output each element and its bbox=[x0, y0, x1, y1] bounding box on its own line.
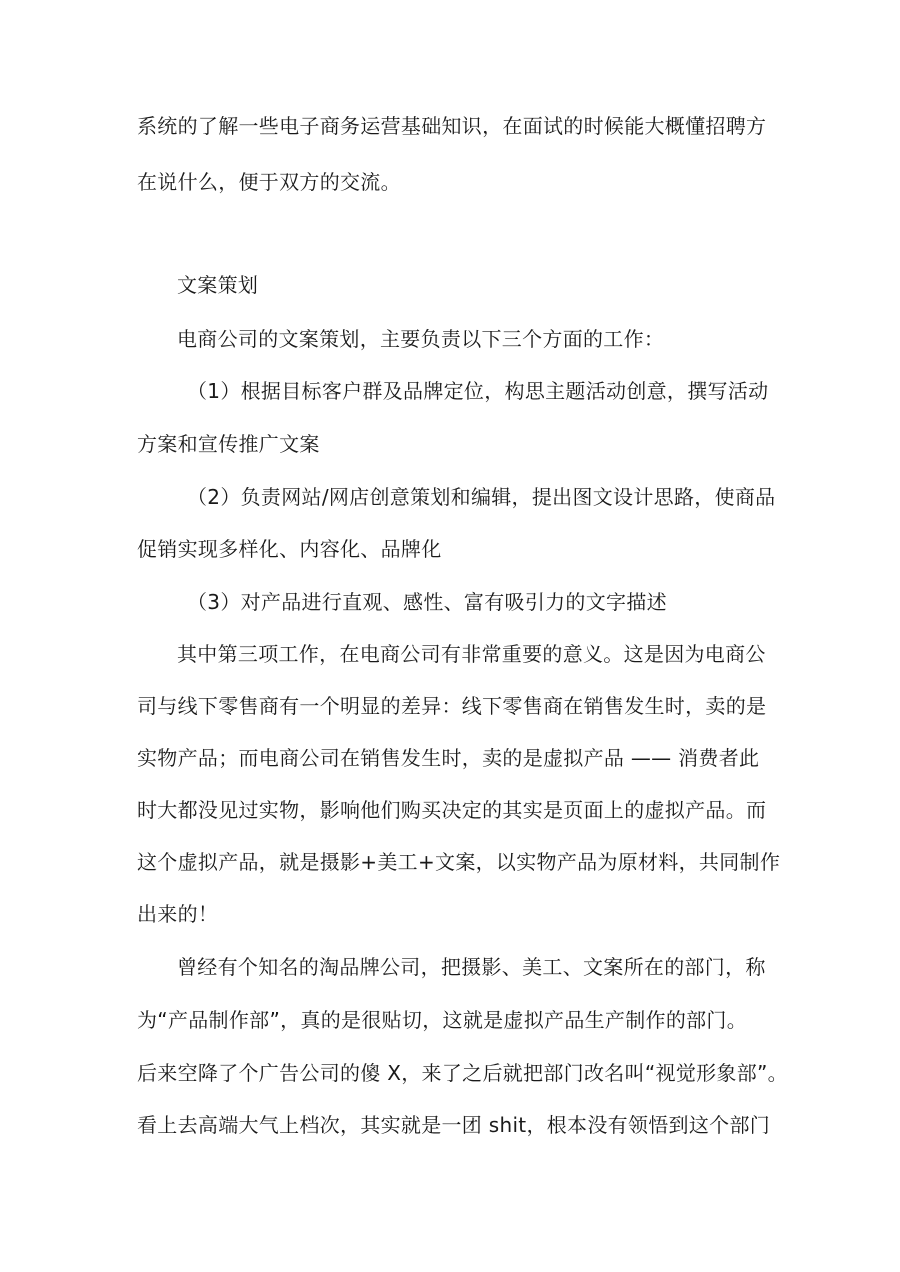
text-line: 出来的！ bbox=[137, 902, 219, 926]
text-line: 后来空降了个广告公司的傻 X，来了之后就把部门改名叫“视觉形象部”。 bbox=[137, 1061, 788, 1085]
text-line: 方案和宣传推广文案 bbox=[137, 432, 320, 456]
text-line: 电商公司的文案策划，主要负责以下三个方面的工作： bbox=[177, 327, 665, 351]
section-heading: 文案策划 bbox=[177, 273, 259, 297]
text-line: 看上去高端大气上档次，其实就是一团 shit，根本没有领悟到这个部门 bbox=[137, 1113, 771, 1137]
text-line: 在说什么，便于双方的交流。 bbox=[137, 170, 401, 194]
text-line: 促销实现多样化、内容化、品牌化 bbox=[137, 537, 442, 561]
text-line: 这个虚拟产品，就是摄影+美工+文案，以实物产品为原材料，共同制作 bbox=[137, 850, 781, 874]
text-line: 实物产品；而电商公司在销售发生时，卖的是虚拟产品 —— 消费者此 bbox=[137, 746, 760, 770]
text-line: 其中第三项工作，在电商公司有非常重要的意义。这是因为电商公 bbox=[177, 642, 766, 666]
text-line: 系统的了解一些电子商务运营基础知识，在面试的时候能大概懂招聘方 bbox=[137, 114, 767, 138]
list-item: （2）负责网站/网店创意策划和编辑，提出图文设计思路，使商品 bbox=[187, 485, 776, 509]
list-item: （1）根据目标客户群及品牌定位，构思主题活动创意，撰写活动 bbox=[187, 379, 769, 403]
text-line: 为“产品制作部”，真的是很贴切，这就是虚拟产品生产制作的部门。 bbox=[137, 1008, 748, 1032]
text-line: 司与线下零售商有一个明显的差异：线下零售商在销售发生时，卖的是 bbox=[137, 694, 767, 718]
text-line: 曾经有个知名的淘品牌公司，把摄影、美工、文案所在的部门，称 bbox=[177, 955, 766, 979]
text-line: 时大都没见过实物，影响他们购买决定的其实是页面上的虚拟产品。而 bbox=[137, 798, 767, 822]
list-item: （3）对产品进行直观、感性、富有吸引力的文字描述 bbox=[187, 590, 667, 614]
